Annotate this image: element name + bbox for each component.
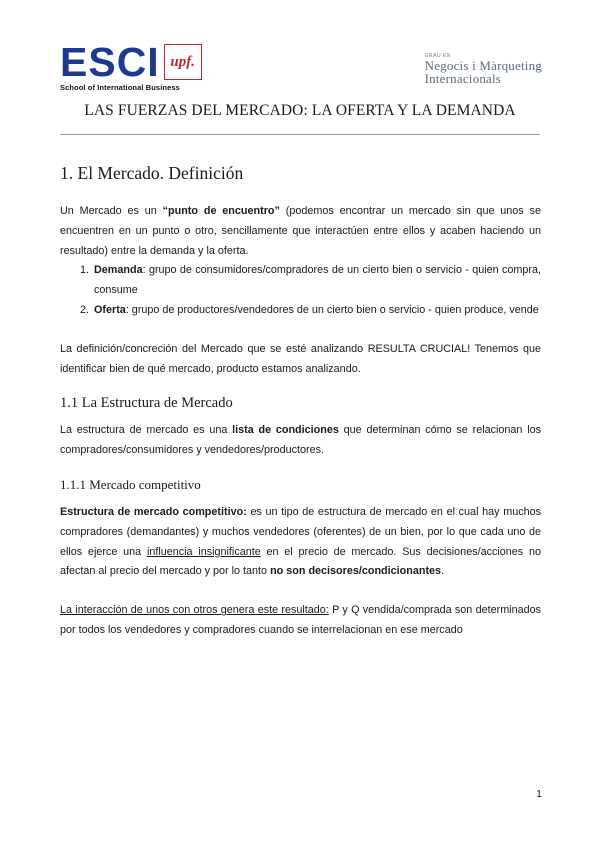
section-1-paragraph-1: [60, 202, 541, 261]
section-1-1-paragraph: [60, 421, 541, 461]
text-run: .: [441, 565, 445, 578]
section-1-paragraph-2: La definición/concreción del Mercado que se esté analizando RESULTA CRUCIAL! Tenemos que identificar bien de qué mercado, producto estamos analizando.: [60, 342, 541, 375]
list-item-oferta: [92, 301, 541, 321]
list-item-demanda: [92, 261, 541, 301]
esci-logo-text: ESCI: [60, 39, 160, 85]
list-term: Oferta: [94, 303, 126, 316]
degree-logo-line1: Negocis i Màrqueting: [424, 58, 542, 73]
text-run: Un Mercado es un: [60, 205, 163, 217]
text-run: en el precio de mercado. Sus decisiones/acciones no afectan al precio del mercado y por lo tanto: [60, 545, 541, 578]
bold-text: lista de condiciones: [232, 424, 339, 437]
text-run: (podemos encontrar un mercado sin que unos se encuentren en un punto o otro, sencillamente que interactúen entre ellos y acaben haciendo un resultado) entre la demanda y la oferta.: [60, 205, 541, 257]
title-divider: [60, 134, 540, 135]
bold-text: “punto de encuentro”: [162, 205, 280, 217]
document-title: LAS FUERZAS DEL MERCADO: LA OFERTA Y LA DEMANDA: [84, 102, 516, 119]
text-run: es un tipo de estructura de mercado en el cual hay muchos compradores (demandantes) y muchos vendedores (oferentes) de un bien, por lo que cada uno de ellos ejerce una: [60, 505, 541, 558]
section-1-1-1-heading: 1.1.1 Mercado competitivo: [60, 476, 201, 492]
esci-upf-logo: [60, 39, 202, 92]
list-term: Demanda: [94, 264, 143, 277]
page-number: 1: [536, 788, 542, 800]
text-run: P y Q vendida/comprada son determinados por todos los vendedores y compradores cuando se interrelacionan en ese mercado: [60, 604, 542, 636]
list-text: : grupo de productores/vendedores de un cierto bien o servicio - quien produce, vende: [125, 303, 539, 316]
esci-logo-subtitle: School of International Business: [60, 83, 180, 92]
section-1-1-heading: 1.1 La Estructura de Mercado: [60, 395, 233, 412]
section-1-1-1-paragraph-1: [60, 503, 541, 582]
bold-text: Estructura de mercado competitivo:: [60, 505, 247, 518]
definition-list: [60, 261, 541, 320]
document-body: [60, 163, 541, 641]
underlined-text: influencia insignificante: [146, 545, 261, 558]
degree-logo: [425, 53, 542, 85]
section-1-1-1-paragraph-2: [60, 601, 541, 641]
degree-logo-line2: Internacionals: [424, 71, 502, 86]
section-1-heading: 1. El Mercado. Definición: [60, 163, 244, 183]
underlined-text: La interacción de unos con otros genera este resultado:: [60, 604, 329, 617]
list-text: : grupo de consumidores/compradores de un cierto bien o servicio - quien compra, consume: [94, 264, 541, 297]
text-run: que determinan cómo se relacionan los compradores/consumidores y vendedores/productores.: [60, 424, 541, 457]
bold-text: no son decisores/condicionantes: [270, 565, 442, 578]
text-run: La estructura de mercado es una: [60, 424, 233, 437]
upf-logo-badge: upf.: [164, 44, 202, 80]
degree-logo-small: GRAU EN: [424, 53, 451, 59]
